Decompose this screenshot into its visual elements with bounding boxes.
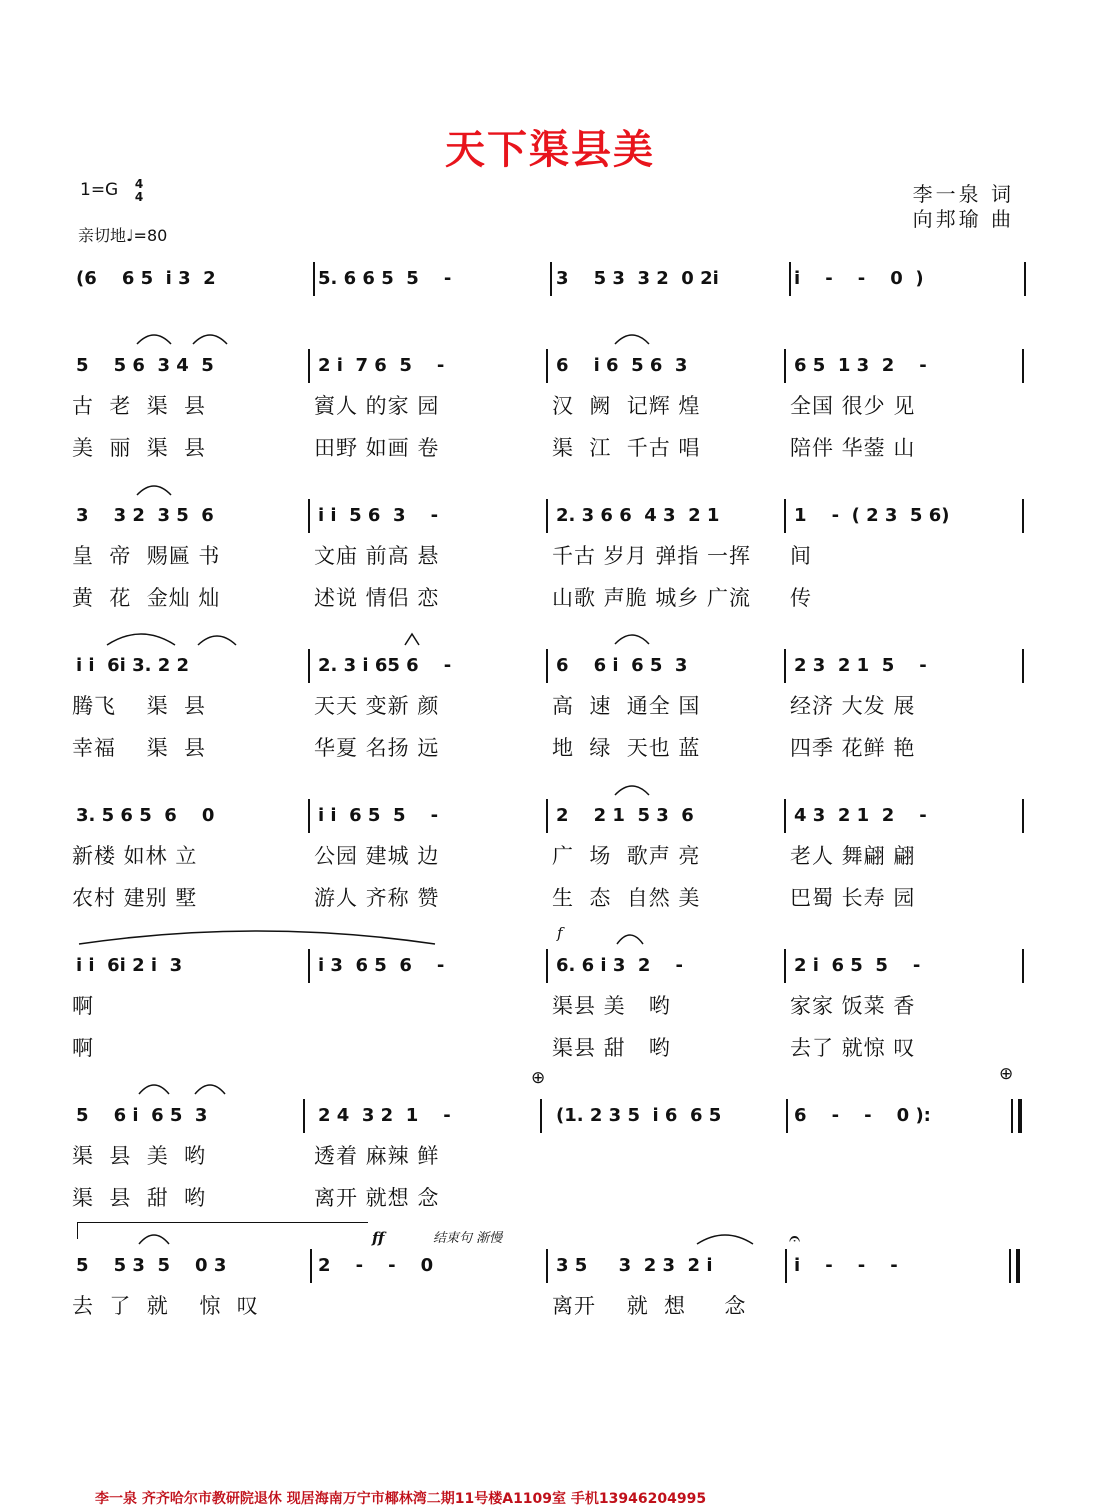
barline [303,1099,305,1133]
lyric-verse-2: 田野 如画 卷 [314,436,440,460]
lyric-verse-2: 啊 [72,1036,94,1060]
lyric-verse-2: 农村 建别 墅 [72,886,198,910]
lyric-verse-2: 去了 就惊 叹 [790,1036,916,1060]
measure-notes: 6 i 6 5 6 3 [556,355,688,376]
barline [1024,262,1026,296]
measure-notes: 6. 6 i 3 2 - [556,955,683,976]
barline [784,949,786,983]
lyric-verse-1: 高 速 通全 国 [552,694,701,718]
forte-mark: f [557,924,563,942]
slur-mark [134,481,174,497]
lyric-verse-2: 巴蜀 长寿 园 [790,886,916,910]
barline [784,499,786,533]
ending-tempo-note: 结束句 渐慢 [433,1231,503,1246]
lyric-verse-2: 黄 花 金灿 灿 [72,586,221,610]
lyric-verse-1: 全国 很少 见 [790,394,916,418]
barline [546,349,548,383]
measure-notes: i - - 0 ) [794,268,924,289]
lyric-verse-1: 老人 舞翩 翩 [790,844,916,868]
lyricist-credit: 李一泉 词 [912,182,1014,206]
lyric-verse-1: 渠县 美 哟 [552,994,671,1018]
coda-sign-right: ⊕ [999,1064,1014,1084]
final-barline-thin [1011,1099,1013,1133]
song-title: 天下渠县美 [445,127,655,173]
time-signature-top: 4 [134,177,144,191]
slur-mark [612,630,652,646]
measure-notes: 2 2 1 5 3 6 [556,805,694,826]
final-barline-thin [1009,1249,1011,1283]
ending-bracket [77,1222,368,1239]
lyric-verse-1: 家家 饭菜 香 [790,994,916,1018]
barline [540,1099,542,1133]
slur-mark [104,629,178,647]
barline [789,262,791,296]
time-signature-bottom: 4 [134,190,144,204]
measure-notes: 3. 5 6 5 6 0 [76,805,215,826]
lyric-verse-1: 古 老 渠 县 [72,394,207,418]
barline [784,649,786,683]
barline [546,649,548,683]
measure-notes: i 3 6 5 6 - [318,955,445,976]
measure-notes: 1 - ( 2 3 5 6) [794,505,950,526]
barline [546,1249,548,1283]
slur-mark [195,631,239,647]
barline [1022,649,1024,683]
lyric-verse-2: 渠 江 千古 唱 [552,436,701,460]
barline [308,799,310,833]
barline [786,1099,788,1133]
lyric-verse-1: 汉 阙 记辉 煌 [552,394,701,418]
barline [785,1249,787,1283]
lyric-verse-1: 腾飞 渠 县 [72,694,207,718]
measure-notes: 2 - - 0 [318,1255,434,1276]
slur-mark [136,1080,172,1096]
time-signature [133,178,145,204]
slur-mark [134,330,174,346]
measure-notes: 5 5 3 5 0 3 [76,1255,227,1276]
barline [546,949,548,983]
measure-notes: 2 4 3 2 1 - [318,1105,451,1126]
lyric-verse-1: 天天 变新 颜 [314,694,440,718]
lyric-verse-1: 广 场 歌声 亮 [552,844,701,868]
measure-notes: 6 6 i 6 5 3 [556,655,688,676]
measure-notes: i i 6i 3. 2 2 [76,655,190,676]
slur-mark [190,330,230,346]
lyric-verse-1: 去 了 就 惊 叹 [72,1294,259,1318]
barline [550,262,552,296]
measure-notes: 5 5 6 3 4 5 [76,355,214,376]
measure-notes: 3 5 3 3 2 0 2i [556,268,719,289]
key-signature: 1=G [80,180,119,200]
measure-notes: i i 5 6 3 - [318,505,439,526]
measure-notes: (1. 2 3 5 i 6 6 5 [556,1105,722,1126]
lyric-verse-2: 渠 县 甜 哟 [72,1186,207,1210]
final-barline [1018,1099,1022,1133]
lyric-verse-1: 文庙 前高 悬 [314,544,440,568]
composer-credit: 向邦瑜 曲 [912,207,1014,231]
coda-sign-left: ⊕ [531,1068,546,1088]
barline [546,799,548,833]
measure-notes: 6 5 1 3 2 - [794,355,927,376]
lyric-verse-1: 賨人 的家 园 [314,394,440,418]
measure-notes: 5 6 i 6 5 3 [76,1105,208,1126]
barline [308,349,310,383]
lyric-verse-1: 公园 建城 边 [314,844,440,868]
barline [313,262,315,296]
measure-notes: 2 i 6 5 5 - [794,955,921,976]
barline [308,949,310,983]
lyric-verse-2: 离开 就想 念 [314,1186,440,1210]
slur-mark [76,926,438,946]
lyric-verse-1: 千古 岁月 弹指 一挥 [552,544,752,568]
measure-notes: 4 3 2 1 2 - [794,805,927,826]
measure-notes: 5. 6 6 5 5 - [318,268,452,289]
lyric-verse-2: 陪伴 华蓥 山 [790,436,916,460]
barline [310,1249,312,1283]
measure-notes: (6 6 5 i 3 2 [76,268,216,289]
barline [308,499,310,533]
lyric-verse-2: 游人 齐称 赞 [314,886,440,910]
lyric-verse-2: 渠县 甜 哟 [552,1036,671,1060]
measure-notes: 2 3 2 1 5 - [794,655,927,676]
measure-notes: i i 6 5 5 - [318,805,439,826]
slur-mark [694,1230,756,1246]
lyric-verse-2: 生 态 自然 美 [552,886,701,910]
barline [1022,799,1024,833]
slur-mark [612,330,652,346]
barline [784,349,786,383]
barline [784,799,786,833]
final-barline [1016,1249,1020,1283]
lyric-verse-1: 间 [790,544,812,568]
slur-mark [614,930,646,946]
lyric-verse-1: 透着 麻辣 鲜 [314,1144,440,1168]
measure-notes: 3 5 3 2 3 2 i [556,1255,713,1276]
lyric-verse-1: 皇 帝 赐匾 书 [72,544,221,568]
slur-mark [402,631,422,647]
author-contact-footer: 李一泉 齐齐哈尔市教研院退休 现居海南万宁市椰林湾二期11号楼A1109室 手机13946204995 [95,1491,707,1506]
tempo-marking: 亲切地♩=80 [78,226,168,245]
lyric-verse-2: 四季 花鲜 艳 [790,736,916,760]
lyric-verse-2: 山歌 声脆 城乡 广流 [552,586,752,610]
barline [1022,499,1024,533]
lyric-verse-1: 啊 [72,994,94,1018]
lyric-verse-2: 传 [790,586,812,610]
lyric-verse-2: 地 绿 天也 蓝 [552,736,701,760]
lyric-verse-2: 幸福 渠 县 [72,736,207,760]
lyric-verse-2: 述说 情侣 恋 [314,586,440,610]
measure-notes: 3 3 2 3 5 6 [76,505,214,526]
lyric-verse-2: 华夏 名扬 远 [314,736,440,760]
slur-mark [192,1080,228,1096]
measure-notes: i i 6i 2 i 3 [76,955,183,976]
measure-notes: 2. 3 6 6 4 3 2 1 [556,505,720,526]
barline [1022,949,1024,983]
lyric-verse-1: 经济 大发 展 [790,694,916,718]
measure-notes: 2 i 7 6 5 - [318,355,445,376]
measure-notes: 6 - - 0 ): [794,1105,931,1126]
lyric-verse-1: 离开 就 想 念 [552,1294,747,1318]
fermata-sign: 𝄐 [789,1226,801,1250]
lyric-verse-2: 美 丽 渠 县 [72,436,207,460]
barline [1022,349,1024,383]
barline [308,649,310,683]
barline [546,499,548,533]
slur-mark [612,781,652,797]
measure-notes: 2. 3 i 65 6 - [318,655,452,676]
lyric-verse-1: 新楼 如林 立 [72,844,198,868]
lyric-verse-1: 渠 县 美 哟 [72,1144,207,1168]
measure-notes: i - - - [794,1255,898,1276]
fortissimo-mark: ff [372,1229,385,1247]
